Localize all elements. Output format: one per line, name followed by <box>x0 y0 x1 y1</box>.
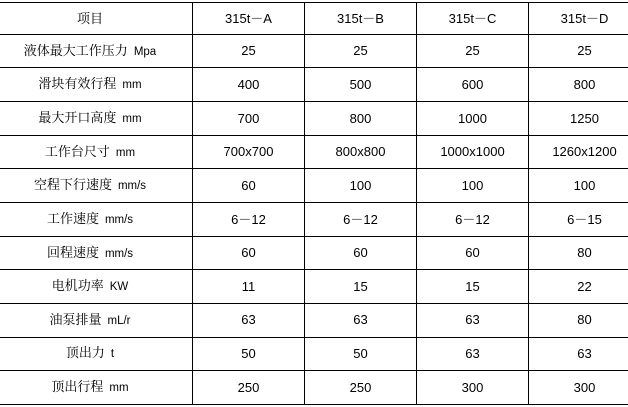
row-label-cell <box>0 303 193 337</box>
header-cell-model-c: 315t－C <box>417 3 529 35</box>
row-value-b: 250 <box>305 371 417 405</box>
row-unit: mm <box>115 146 136 159</box>
row-label-cell <box>0 270 193 304</box>
row-value-c: 100 <box>417 169 529 203</box>
row-value-a: 11 <box>193 270 305 304</box>
row-label: 回程速度 <box>46 244 99 260</box>
header-cell-model-b: 315t－B <box>305 3 417 35</box>
row-value-b: 60 <box>305 236 417 270</box>
row-value-b: 100 <box>305 169 417 203</box>
row-label: 滑块有效行程 <box>38 76 117 92</box>
row-label-cell <box>0 68 193 102</box>
row-value-a: 6－12 <box>193 203 305 237</box>
row-label: 顶出力 <box>65 345 105 361</box>
row-label: 工作台尺寸 <box>44 143 110 159</box>
row-label-cell <box>0 371 193 405</box>
row-unit: mm <box>122 79 142 92</box>
row-value-d: 63 <box>529 337 628 371</box>
row-label-cell <box>0 169 193 203</box>
row-value-c: 1000x1000 <box>417 135 529 169</box>
row-label: 顶出行程 <box>51 379 104 395</box>
table-row <box>0 203 628 237</box>
row-value-c: 15 <box>417 270 529 304</box>
row-value-a: 700 <box>193 102 305 136</box>
row-unit: mm/s <box>104 213 134 226</box>
row-label: 液体最大工作压力 <box>23 42 128 58</box>
row-value-c: 300 <box>417 371 529 405</box>
row-label: 空程下行速度 <box>33 177 112 193</box>
row-unit: t <box>110 348 115 361</box>
row-label: 电机功率 <box>51 278 104 294</box>
row-unit: mm/s <box>117 180 147 193</box>
row-value-d: 25 <box>529 34 628 68</box>
row-unit: mm <box>122 113 142 125</box>
row-value-c: 6－12 <box>417 203 529 237</box>
row-value-d: 6－15 <box>529 203 628 237</box>
table-row <box>0 34 628 68</box>
row-label: 工作速度 <box>46 210 99 226</box>
header-cell-model-d: 315t－D <box>529 3 628 35</box>
row-label: 最大开口高度 <box>38 110 117 125</box>
row-value-c: 1000 <box>417 102 529 136</box>
row-value-b: 6－12 <box>305 203 417 237</box>
row-value-d: 22 <box>529 270 628 304</box>
row-label-cell <box>0 102 193 136</box>
row-value-c: 63 <box>417 337 529 371</box>
table-row <box>0 169 628 203</box>
row-value-d: 80 <box>529 303 628 337</box>
row-unit: Mpa <box>133 45 157 58</box>
row-label-cell <box>0 236 193 270</box>
row-value-c: 25 <box>417 34 529 68</box>
row-value-d: 800 <box>529 68 628 102</box>
table-row <box>0 68 628 102</box>
header-cell-item: 项目 <box>0 3 193 35</box>
row-value-b: 800x800 <box>305 135 417 169</box>
row-value-a: 63 <box>193 303 305 337</box>
table-row <box>0 135 628 169</box>
row-value-c: 600 <box>417 68 529 102</box>
row-value-b: 15 <box>305 270 417 304</box>
row-value-a: 25 <box>193 34 305 68</box>
row-value-b: 63 <box>305 303 417 337</box>
row-label-cell <box>0 34 193 68</box>
table-row <box>0 102 628 136</box>
row-value-d: 1250 <box>529 102 628 136</box>
row-label-cell <box>0 135 193 169</box>
row-unit: mL/r <box>107 314 131 327</box>
row-label-cell <box>0 337 193 371</box>
table-row <box>0 236 628 270</box>
row-value-a: 400 <box>193 68 305 102</box>
table-header-row <box>0 3 628 35</box>
row-value-a: 250 <box>193 371 305 405</box>
row-value-b: 500 <box>305 68 417 102</box>
row-value-a: 60 <box>193 169 305 203</box>
row-value-a: 60 <box>193 236 305 270</box>
table-row <box>0 303 628 337</box>
row-unit: KW <box>109 281 129 294</box>
specification-table <box>0 2 628 405</box>
table-row <box>0 337 628 371</box>
row-value-a: 50 <box>193 337 305 371</box>
row-value-b: 50 <box>305 337 417 371</box>
row-value-c: 60 <box>417 236 529 270</box>
row-unit: mm <box>109 382 129 395</box>
row-label: 油泵排量 <box>49 311 102 327</box>
row-value-c: 63 <box>417 303 529 337</box>
row-value-d: 100 <box>529 169 628 203</box>
row-value-d: 80 <box>529 236 628 270</box>
row-value-a: 700x700 <box>193 135 305 169</box>
row-label-cell <box>0 203 193 237</box>
row-value-d: 300 <box>529 371 628 405</box>
table-row <box>0 270 628 304</box>
row-value-d: 1260x1200 <box>529 135 628 169</box>
row-value-b: 800 <box>305 102 417 136</box>
row-value-b: 25 <box>305 34 417 68</box>
table-row <box>0 371 628 405</box>
header-cell-model-a: 315t－A <box>193 3 305 35</box>
row-unit: mm/s <box>104 247 134 260</box>
